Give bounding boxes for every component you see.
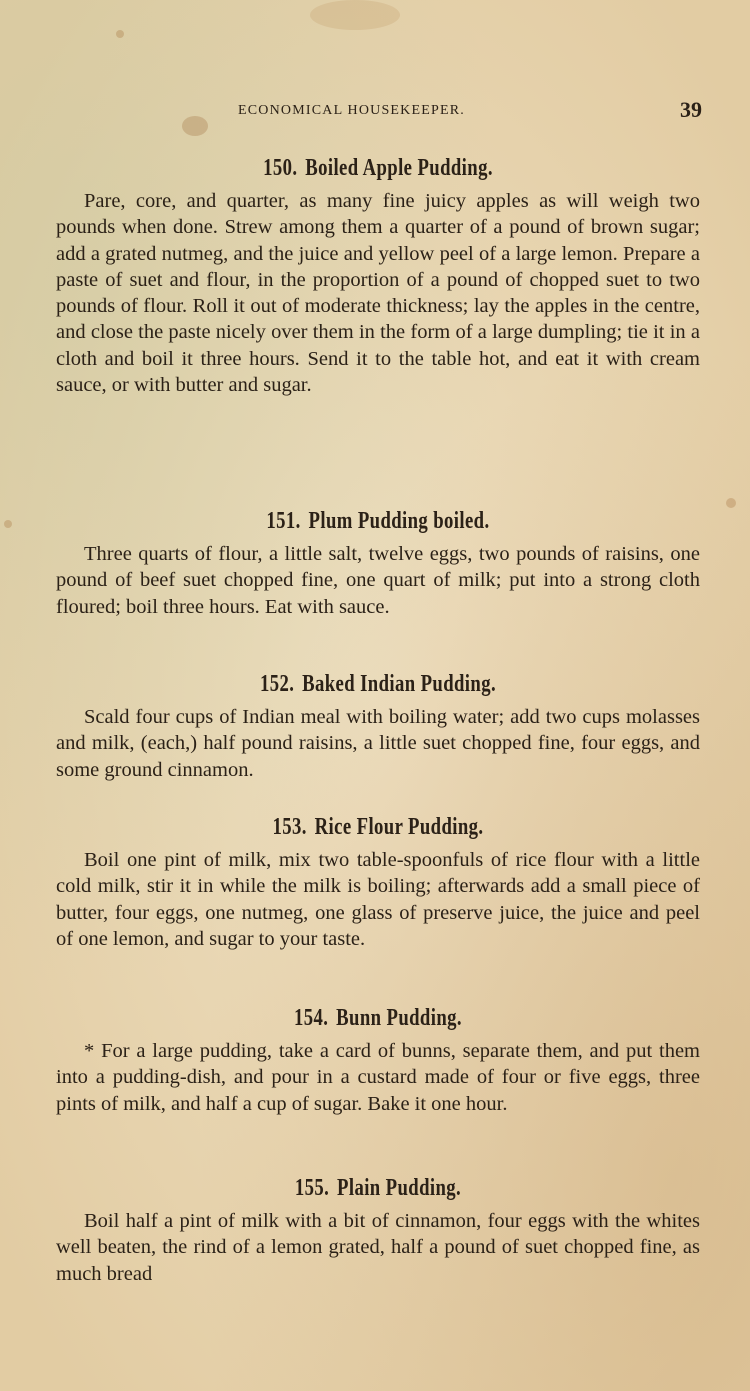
recipe-title	[127, 508, 629, 535]
recipe-name: Plum Pudding boiled.	[308, 508, 490, 534]
recipe-name: Baked Indian Pudding.	[302, 671, 497, 697]
recipe-name: Boiled Apple Pudding.	[305, 155, 493, 181]
ink-spot	[116, 30, 124, 38]
recipe-text: Three quarts of flour, a little salt, twelve eggs, two pounds of raisins, one pound of beef suet chopped fine, one quart of milk; put into a strong cloth floured; boil three hours. Eat with sauce.	[56, 543, 700, 618]
page-header	[238, 97, 702, 127]
recipe-154	[56, 1005, 700, 1117]
recipe-name: Plain Pudding.	[337, 1175, 462, 1201]
recipe-153	[56, 814, 700, 952]
recipe-number: 154.	[294, 1005, 329, 1031]
recipe-name: Rice Flour Pudding.	[314, 814, 484, 840]
recipe-text: * For a large pudding, take a card of bunns, separate them, and put them into a pudding-dish, and pour in a custard made of four or five eggs, three pints of milk, and half a cup of sugar. Bake it one hour.	[56, 1040, 700, 1115]
recipe-number: 153.	[272, 814, 307, 840]
recipe-text: Boil half a pint of milk with a bit of cinnamon, four eggs with the whites well beaten, the rind of a lemon grated, half a pound of suet chopped fine, as much bread	[56, 1210, 700, 1285]
recipe-number: 155.	[294, 1175, 330, 1201]
recipe-number: 151.	[266, 508, 301, 534]
recipe-title	[127, 1175, 629, 1202]
stain-mark	[310, 0, 400, 30]
recipe-150	[56, 155, 700, 398]
stain-mark	[182, 116, 208, 136]
recipe-name: Bunn Pudding.	[336, 1005, 462, 1031]
recipe-number: 150.	[263, 155, 298, 181]
recipe-text: Boil one pint of milk, mix two table-spoonfuls of rice flour with a little cold milk, stir it in while the milk is boiling; afterwards add a small piece of butter, four eggs, one nutmeg, one glass of preserve juice, the juice and peel of one lemon, and sugar to your taste.	[56, 849, 700, 950]
ink-spot	[726, 498, 736, 508]
recipe-text: Pare, core, and quarter, as many fine juicy apples as will weigh two pounds when done. Strew among them a quarter of a pound of brown sugar; add a grated nutmeg, and the juice and yellow peel of a large lemon. Prepare a paste of suet and flour, in the proportion of a pound of chopped suet to two pounds of flour. Roll it out of moderate thickness; lay the apples in the centre, and close the paste nicely over them in the form of a large dumpling; tie it in a cloth and boil it three hours. Send it to the table hot, and eat it with cream sauce, or with butter and sugar.	[56, 190, 700, 397]
recipe-title	[127, 155, 629, 182]
recipe-number: 152.	[259, 671, 295, 697]
recipe-title	[127, 1005, 629, 1032]
page-number: 39	[680, 97, 702, 122]
recipe-155	[56, 1175, 700, 1287]
recipe-title	[127, 671, 629, 698]
recipe-152	[56, 671, 700, 783]
recipe-text: Scald four cups of Indian meal with boiling water; add two cups molasses and milk, (each,) half pound raisins, a little suet chopped fine, four eggs, and some ground cinnamon.	[56, 706, 700, 781]
ink-spot	[4, 520, 12, 528]
recipe-151	[56, 508, 700, 620]
running-title: ECONOMICAL HOUSEKEEPER.	[238, 103, 465, 118]
recipe-title	[127, 814, 629, 841]
